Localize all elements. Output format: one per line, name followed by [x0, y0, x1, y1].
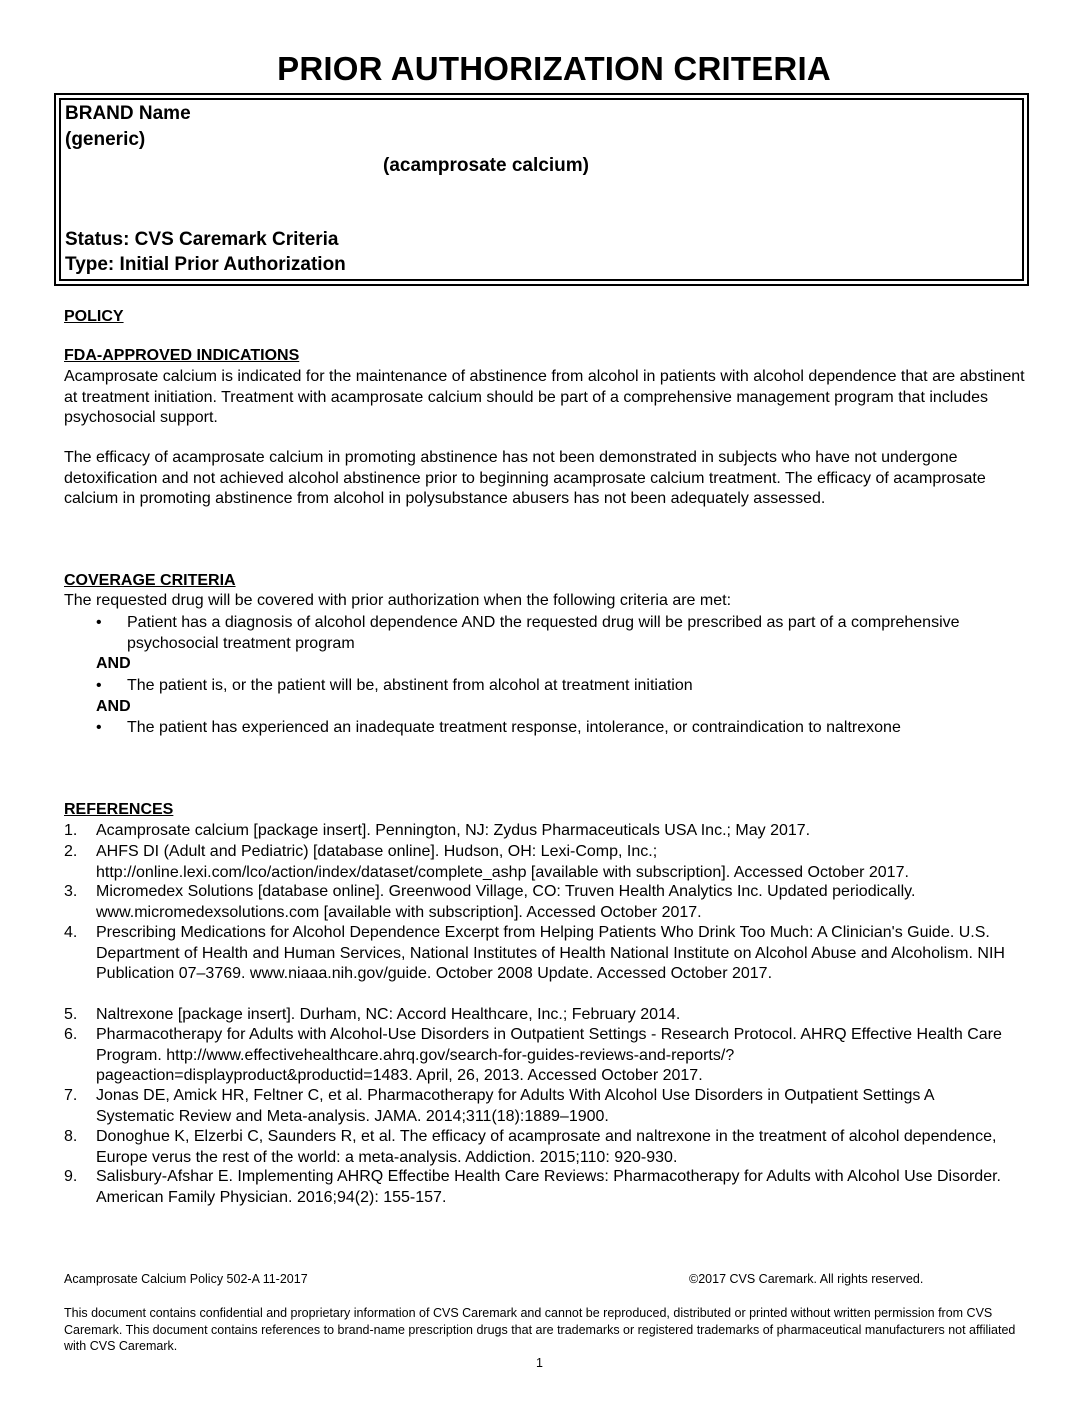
bullet-icon: •: [96, 719, 102, 736]
footer-copyright: ©2017 CVS Caremark. All rights reserved.: [689, 1272, 924, 1286]
reference-number: 8.: [64, 1128, 78, 1145]
reference-text: Naltrexone [package insert]. Durham, NC: Accord Healthcare, Inc.; February 2014.: [96, 1006, 681, 1023]
criteria-and-connector: AND: [96, 655, 131, 672]
bullet-icon: •: [96, 677, 102, 694]
criteria-text: Patient has a diagnosis of alcohol dependence AND the requested drug will be prescribed as part of a comprehensive psychosocial treatment program: [127, 614, 960, 652]
reference-text: Pharmacotherapy for Adults with Alcohol-Use Disorders in Outpatient Settings - Research Protocol. AHRQ Effective Health Care Program. http://www.effectivehealthcare.ahrq.gov/search-for-guides-reviews-and-reports/?pageaction=displayproduct&productid=1483. April, 26, 2013. Accessed October 2017.: [96, 1026, 1002, 1084]
status-line: Status: CVS Caremark Criteria: [65, 229, 339, 250]
reference-number: 9.: [64, 1168, 78, 1185]
page-title: PRIOR AUTHORIZATION CRITERIA: [277, 50, 831, 87]
criteria-text: The patient has experienced an inadequate treatment response, intolerance, or contraindication to naltrexone: [127, 719, 901, 736]
reference-number: 1.: [64, 822, 78, 839]
fda-indications-paragraph-1: Acamprosate calcium is indicated for the maintenance of abstinence from alcohol in patients with alcohol dependence that are abstinent at treatment initiation. Treatment with acamprosate calcium should be part of a comprehensive management program that includes psychosocial support.: [64, 368, 1025, 426]
reference-number: 3.: [64, 883, 78, 900]
generic-label: (generic): [65, 129, 146, 150]
type-line: Type: Initial Prior Authorization: [65, 254, 346, 275]
reference-number: 7.: [64, 1087, 78, 1104]
page-number: 1: [536, 1356, 543, 1370]
reference-text: Prescribing Medications for Alcohol Dependence Excerpt from Helping Patients Who Drink Too Much: A Clinician's Guide. U.S. Department of Health and Human Services, National Institutes of Health National Institute on Alcohol Abuse and Alcoholism. NIH Publication 07–3769. www.niaaa.nih.gov/guide. October 2008 Update. Accessed October 2017.: [96, 924, 1005, 982]
bullet-icon: •: [96, 614, 102, 631]
brand-name-label: BRAND Name: [65, 103, 191, 124]
fda-indications-heading: FDA-APPROVED INDICATIONS: [64, 347, 300, 364]
generic-drug-name: (acamprosate calcium): [383, 155, 589, 176]
coverage-criteria-intro: The requested drug will be covered with prior authorization when the following criteria are met:: [64, 592, 732, 609]
reference-text: Jonas DE, Amick HR, Feltner C, et al. Pharmacotherapy for Adults With Alcohol Use Disorders in Outpatient Settings A Systematic Review and Meta-analysis. JAMA. 2014;311(18):1889–1900.: [96, 1087, 934, 1125]
reference-number: 4.: [64, 924, 78, 941]
references-heading: REFERENCES: [64, 801, 174, 818]
reference-text: Micromedex Solutions [database online]. Greenwood Village, CO: Truven Health Analytics Inc. Updated periodically. www.micromedexsolutions.com [available with subscription]. Accessed October 2017.: [96, 883, 916, 921]
coverage-criteria-heading: COVERAGE CRITERIA: [64, 572, 236, 589]
reference-text: AHFS DI (Adult and Pediatric) [database online]. Hudson, OH: Lexi-Comp, Inc.; http://online.lexi.com/lco/action/index/dataset/complete_ashp [available with subscription]. Accessed October 2017.: [96, 843, 909, 881]
criteria-text: The patient is, or the patient will be, abstinent from alcohol at treatment initiation: [127, 677, 693, 694]
reference-text: Salisbury-Afshar E. Implementing AHRQ Effectibe Health Care Reviews: Pharmacotherapy for Adults with Alcohol Use Disorder. American Family Physician. 2016;94(2): 155-157.: [96, 1168, 1001, 1206]
reference-number: 2.: [64, 843, 78, 860]
fda-indications-paragraph-2: The efficacy of acamprosate calcium in promoting abstinence has not been demonstrated in subjects who have not undergone detoxification and not achieved alcohol abstinence prior to beginning acamprosate calcium treatment. The efficacy of acamprosate calcium in promoting abstinence from alcohol in polysubstance abusers has not been adequately assessed.: [64, 449, 986, 507]
policy-heading: POLICY: [64, 308, 124, 325]
footer-disclaimer: This document contains confidential and proprietary information of CVS Caremark and cannot be reproduced, distributed or printed without written permission from CVS Caremark. This document contains references to brand-name prescription drugs that are trademarks or registered trademarks of pharmaceutical manufacturers not affiliated with CVS Caremark.: [64, 1306, 1016, 1353]
reference-number: 6.: [64, 1026, 78, 1043]
footer-policy-id: Acamprosate Calcium Policy 502-A 11-2017: [64, 1272, 308, 1286]
drug-header-box: [54, 93, 1029, 286]
reference-number: 5.: [64, 1006, 78, 1023]
reference-text: Acamprosate calcium [package insert]. Pennington, NJ: Zydus Pharmaceuticals USA Inc.; May 2017.: [96, 822, 811, 839]
criteria-and-connector: AND: [96, 698, 131, 715]
reference-text: Donoghue K, Elzerbi C, Saunders R, et al. The efficacy of acamprosate and naltrexone in the treatment of alcohol dependence, Europe verus the rest of the world: a meta-analysis. Addiction. 2015;110: 920-930.: [96, 1128, 997, 1166]
